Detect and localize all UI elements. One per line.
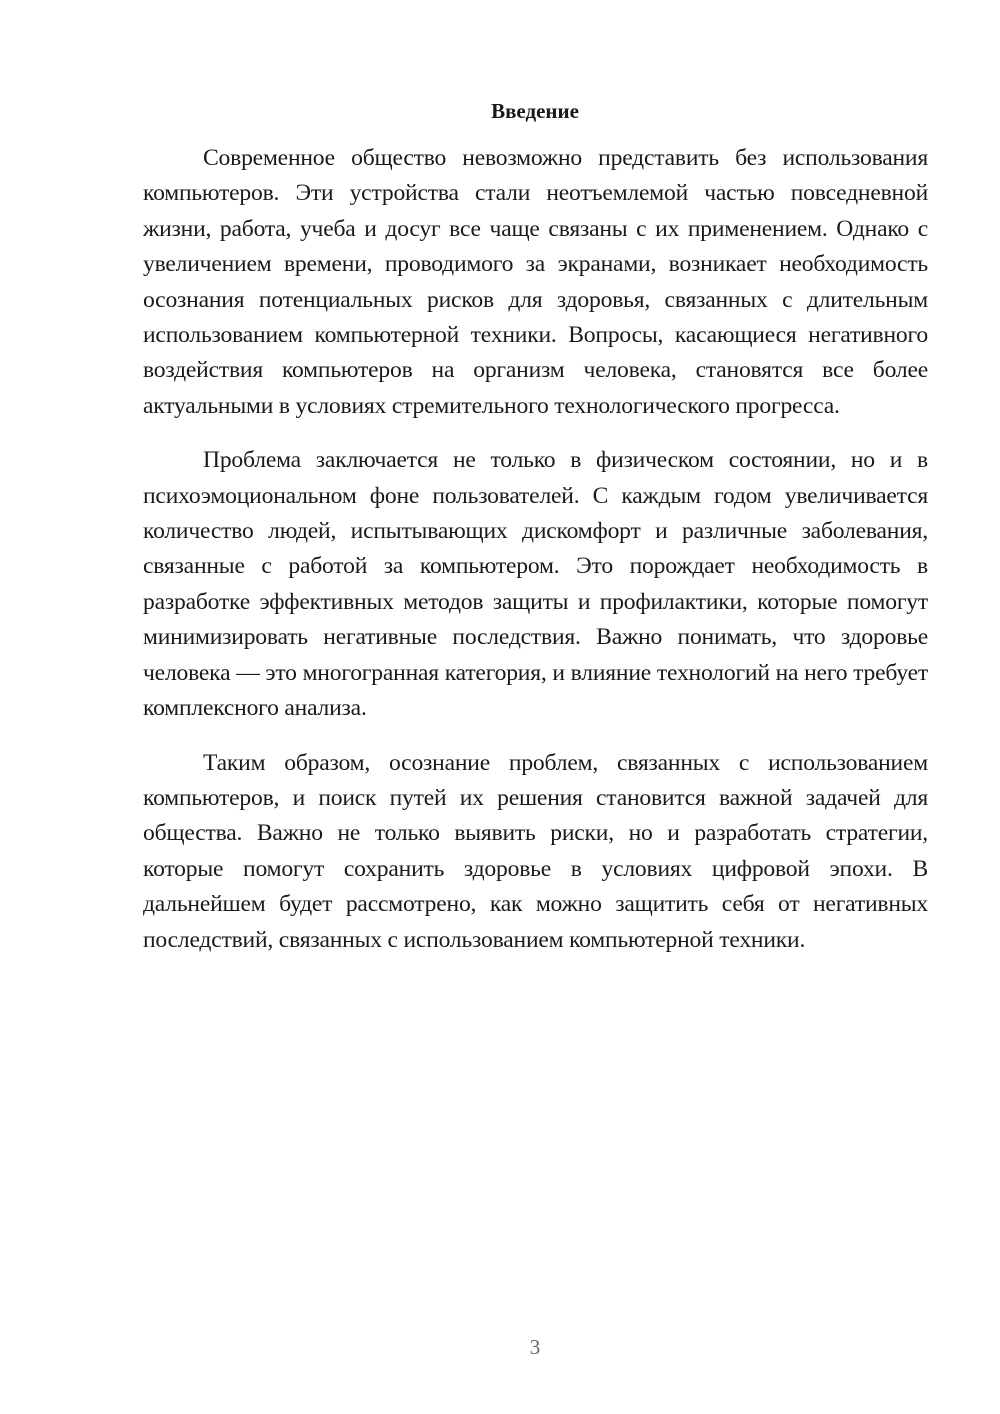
paragraph-1: Современное общество невозможно представить без использования компьютеров. Эти устройства стали неотъемлемой частью повседневной жизни, работа, учеба и досуг все чаще связаны с их применением. Однако с увеличением времени, проводимого за экранами, возникает необходимость осознания потенциальных рисков для здоровья, связанных с длительным использованием компьютерной техники. Вопросы, касающиеся негативного воздействия компьютеров на организм человека, становятся все более актуальными в условиях стремительного технологического прогресса. — [143, 145, 928, 419]
page-heading: Введение — [491, 99, 579, 123]
page-number: 3 — [529, 1335, 541, 1359]
paragraph-3: Таким образом, осознание проблем, связанных с использованием компьютеров, и поиск путей их решения становится важной задачей для общества. Важно не только выявить риски, но и разработать стратегии, которые помогут сохранить здоровье в условиях цифровой эпохи. В дальнейшем будет рассмотрено, как можно защитить себя от негативных последствий, связанных с использованием компьютерной техники. — [143, 749, 928, 953]
body-text — [143, 141, 928, 977]
paragraph-2: Проблема заключается не только в физическом состоянии, но и в психоэмоциональном фоне пользователей. С каждым годом увеличивается количество людей, испытывающих дискомфорт и различные заболевания, связанные с работой за компьютером. Это порождает необходимость в разработке эффективных методов защиты и профилактики, которые помогут минимизировать негативные последствия. Важно понимать, что здоровье человека — это многогранная категория, и влияние технологий на него требует комплексного анализа. — [143, 447, 928, 722]
